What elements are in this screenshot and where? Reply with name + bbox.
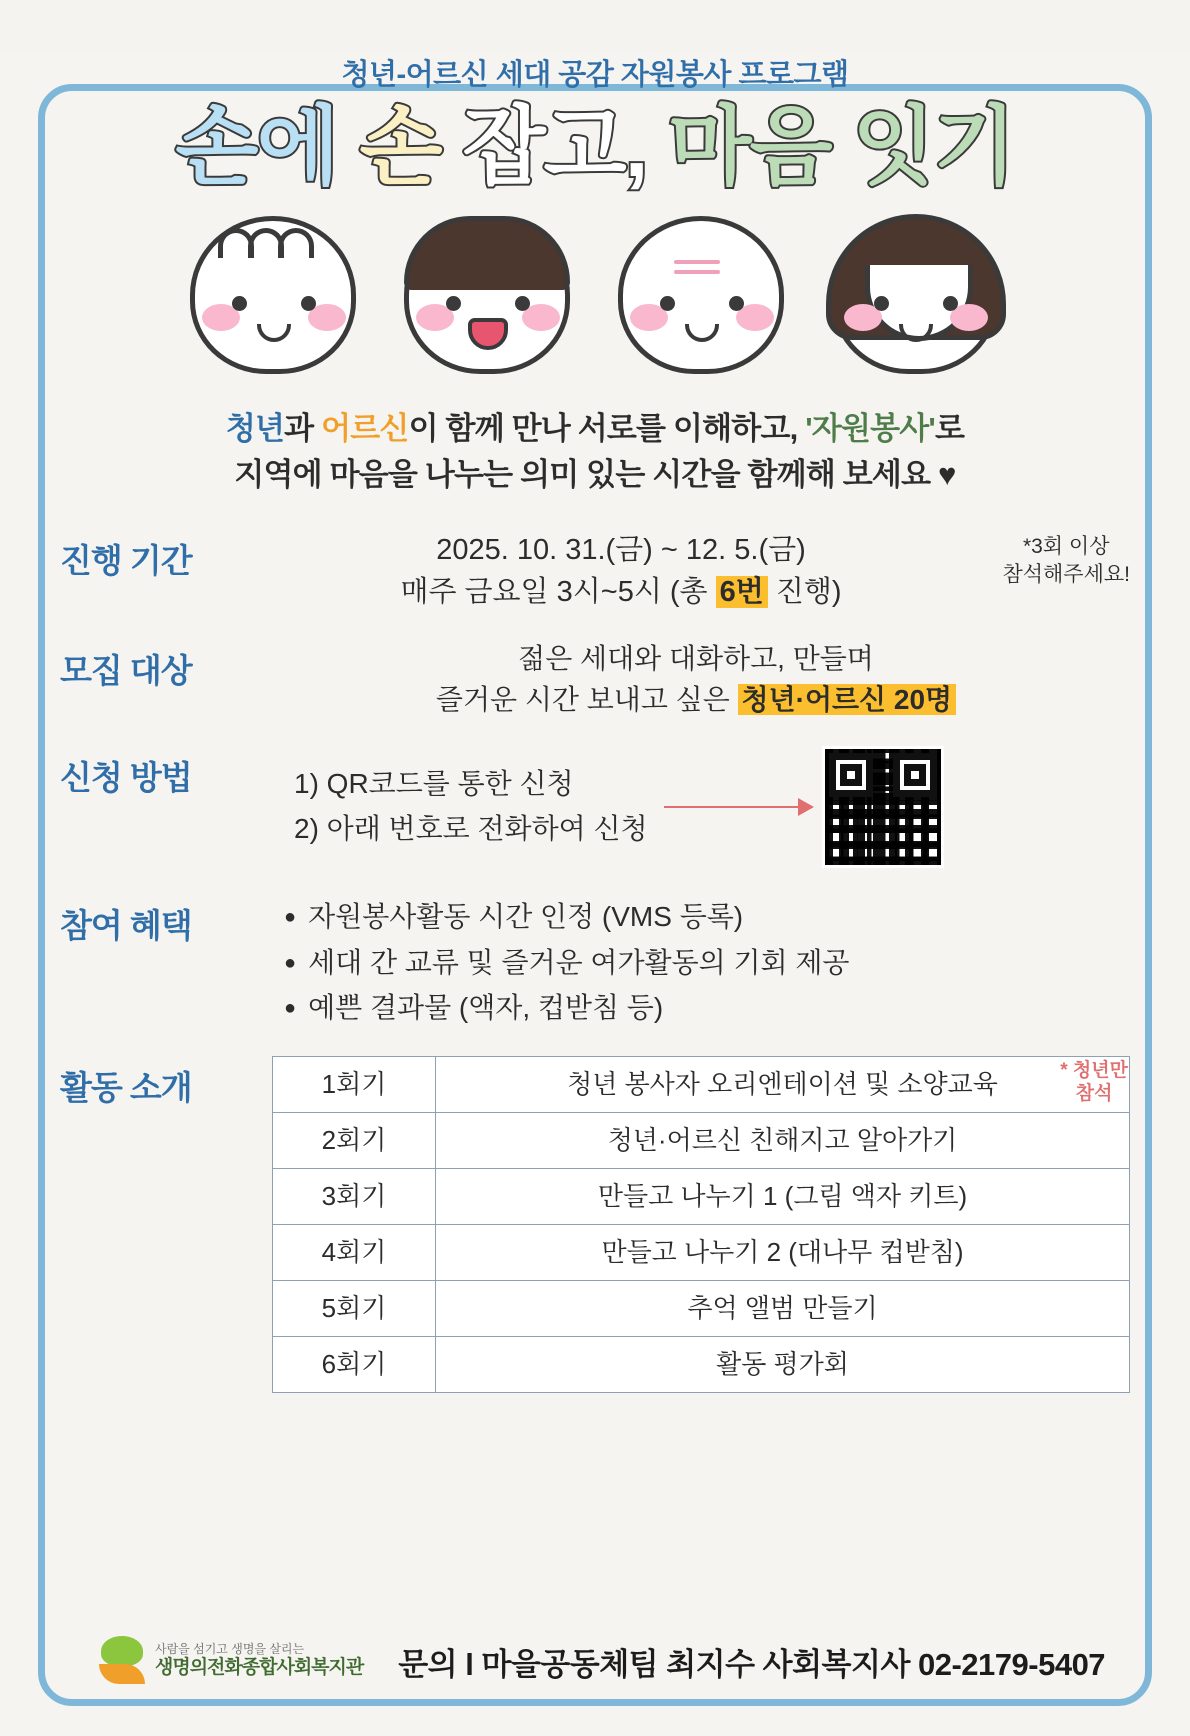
target-line-1: 젊은 세대와 대화하고, 만들며 (518, 642, 874, 674)
session-desc: 만들고 나누기 1 (그림 액자 키트) (436, 1169, 1130, 1225)
poster-content (0, 52, 1190, 1393)
title-part-4: 마음 잇기 (668, 99, 1015, 195)
period-note (1002, 533, 1130, 590)
program-table-wrap (272, 1056, 1130, 1393)
illustration-faces (60, 212, 1130, 380)
period-line2-post: 진행) (767, 575, 842, 608)
session-no: 5회기 (273, 1281, 436, 1337)
row-program (60, 1056, 1130, 1393)
youth-only-note-line-2: 참석 (1075, 1083, 1113, 1105)
youth-only-note (1060, 1060, 1128, 1106)
row-target (60, 639, 1130, 720)
session-desc: 활동 평가회 (436, 1337, 1130, 1393)
table-row (273, 1225, 1130, 1281)
period-note-line-2: 참석해주세요! (1002, 563, 1130, 587)
row-period (60, 529, 1130, 613)
organization-logo (95, 1634, 363, 1688)
row-benefit (60, 894, 1130, 1030)
qr-code-icon[interactable] (822, 746, 944, 868)
apply-item-2: 2) 아래 번호로 전화하여 신청 (294, 813, 648, 845)
period-note-line-1: *3회 이상 (1022, 534, 1110, 558)
row-benefit-label: 참여 혜택 (60, 907, 192, 945)
table-row (273, 1281, 1130, 1337)
lead-word-volunteer: '자원봉사' (805, 410, 935, 446)
face-young-man-icon (398, 212, 578, 380)
tree-logo-icon (95, 1634, 149, 1688)
row-apply-label: 신청 방법 (60, 759, 192, 797)
apply-item-1: 1) QR코드를 통한 신청 (294, 768, 574, 800)
target-line-2 (272, 680, 1120, 721)
row-apply-body (272, 746, 1130, 868)
lead-line-1 (60, 406, 1130, 453)
row-apply (60, 746, 1130, 868)
period-line2-pre: 매주 금요일 3시~5시 (총 (400, 575, 716, 608)
title-part-2: 손 (359, 99, 441, 195)
benefit-item: ● 자원봉사활동 시간 인정 (VMS 등록) (284, 894, 1130, 939)
title-part-3: 잡고, (462, 99, 647, 195)
arrow-icon (664, 792, 814, 822)
row-period-body (272, 529, 1130, 613)
target-line2-pre: 즐거운 시간 보내고 싶은 (435, 683, 738, 715)
title-part-1: 손에 (175, 99, 338, 195)
row-target-label: 모집 대상 (60, 651, 192, 689)
logo-name: 생명의전화종합사회복지관 (155, 1656, 364, 1678)
poster-lead (60, 406, 1130, 499)
table-row (273, 1169, 1130, 1225)
benefit-list (272, 894, 1130, 1030)
info-rows (60, 529, 1130, 1393)
session-no: 4회기 (273, 1225, 436, 1281)
table-row (273, 1057, 1130, 1113)
row-program-label: 활동 소개 (60, 1069, 192, 1107)
target-quota-highlight: 청년·어르신 20명 (738, 684, 957, 715)
table-row (273, 1113, 1130, 1169)
session-no: 6회기 (273, 1337, 436, 1393)
face-elder-man-icon (612, 212, 792, 380)
face-young-woman-icon (826, 212, 1006, 380)
poster (0, 52, 1190, 1736)
face-elder-woman-icon (184, 212, 364, 380)
lead-text-2: 이 함께 만나 서로를 이해하고, (408, 410, 806, 446)
lead-text-1: 과 (284, 410, 322, 446)
poster-kicker: 청년-어르신 세대 공감 자원봉사 프로그램 (341, 59, 849, 91)
program-table (272, 1056, 1130, 1393)
session-no: 1회기 (273, 1057, 436, 1113)
contact-info: 문의 l 마을공동체팀 최지수 사회복지사 02-2179-5407 (398, 1646, 1106, 1682)
lead-text-3: 로 (934, 410, 965, 446)
youth-only-note-line-1: * 청년만 (1060, 1060, 1128, 1082)
row-target-body (272, 639, 1130, 720)
lead-line-2: 지역에 마음을 나누는 의미 있는 시간을 함께해 보세요 ♥ (234, 457, 956, 493)
session-desc: 청년·어르신 친해지고 알아가기 (436, 1113, 1130, 1169)
session-desc: 추억 앨범 만들기 (436, 1281, 1130, 1337)
session-desc: 청년 봉사자 오리엔테이션 및 소양교육 (436, 1057, 1130, 1113)
poster-title (60, 101, 1130, 194)
session-desc: 만들고 나누기 2 (대나무 컵받침) (436, 1225, 1130, 1281)
session-no: 3회기 (273, 1169, 436, 1225)
benefit-item: ● 예쁜 결과물 (액자, 컵받침 등) (284, 985, 1130, 1030)
table-row (273, 1337, 1130, 1393)
period-count-highlight: 6번 (716, 576, 768, 608)
benefit-item: ● 세대 간 교류 및 즐거운 여가활동의 기회 제공 (284, 940, 1130, 985)
period-line-2 (272, 571, 970, 613)
period-line-1: 2025. 10. 31.(금) ~ 12. 5.(금) (436, 533, 806, 566)
lead-word-youth: 청년 (225, 410, 285, 446)
logo-tagline: 사람을 섬기고 생명을 살리는 (155, 1642, 305, 1657)
session-no: 2회기 (273, 1113, 436, 1169)
poster-footer (95, 1634, 1120, 1688)
lead-word-elder: 어르신 (321, 410, 409, 446)
row-period-label: 진행 기간 (60, 541, 192, 579)
